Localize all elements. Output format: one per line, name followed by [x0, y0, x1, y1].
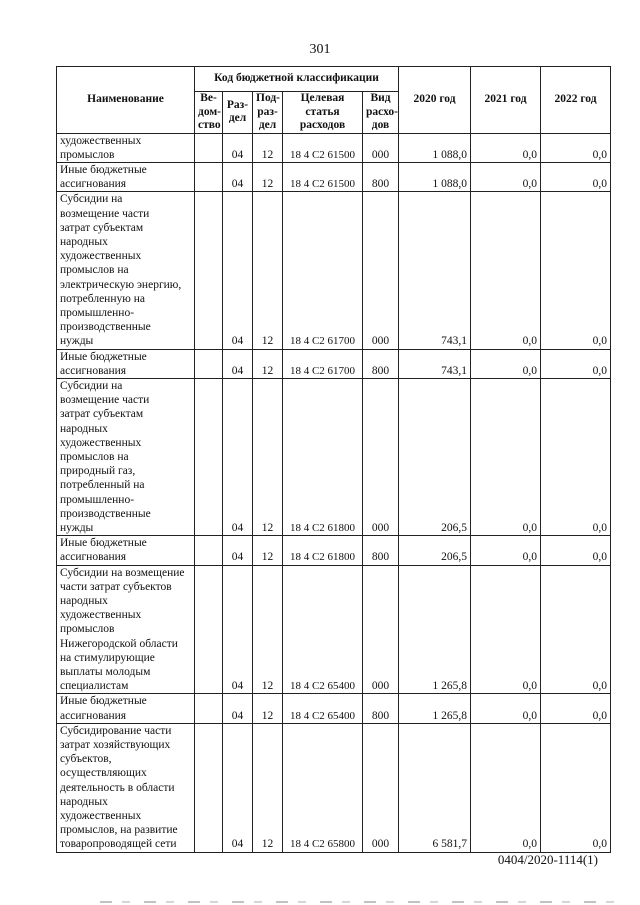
cell-celevaya: 18 4 С2 61700 [283, 192, 363, 349]
cell-y2021: 0,0 [471, 133, 541, 162]
cell-razdel: 04 [223, 133, 253, 162]
budget-table [56, 66, 611, 853]
cell-vedomstvo [195, 694, 223, 723]
cell-y2021: 0,0 [471, 349, 541, 378]
page-number: 301 [309, 42, 331, 57]
cell-vid: 800 [363, 694, 399, 723]
scan-artifact [100, 901, 620, 903]
cell-podrazdel: 12 [253, 349, 283, 378]
table-body [57, 133, 611, 852]
cell-celevaya: 18 4 С2 61800 [283, 536, 363, 565]
cell-podrazdel: 12 [253, 133, 283, 162]
cell-y2020: 206,5 [399, 378, 471, 535]
cell-y2021: 0,0 [471, 378, 541, 535]
cell-y2022: 0,0 [541, 133, 611, 162]
table-row [57, 133, 611, 162]
table-row [57, 694, 611, 723]
header-podrazdel: Под- раз- дел [253, 92, 283, 134]
cell-y2020: 206,5 [399, 536, 471, 565]
cell-razdel: 04 [223, 378, 253, 535]
cell-name: Субсидии на возмещение части затрат субъектам народных художественных промыслов на электрическую энергию, потребленную на промышленно- производственные нужды [57, 192, 195, 349]
cell-name: Иные бюджетные ассигнования [57, 162, 195, 191]
cell-y2020: 1 265,8 [399, 694, 471, 723]
table-row [57, 378, 611, 535]
cell-celevaya: 18 4 С2 61700 [283, 349, 363, 378]
cell-name: Иные бюджетные ассигнования [57, 349, 195, 378]
cell-name: Иные бюджетные ассигнования [57, 694, 195, 723]
cell-y2022: 0,0 [541, 349, 611, 378]
cell-vedomstvo [195, 723, 223, 852]
cell-y2020: 743,1 [399, 349, 471, 378]
cell-y2021: 0,0 [471, 723, 541, 852]
header-vedomstvo: Ве- дом- ство [195, 92, 223, 134]
cell-y2022: 0,0 [541, 378, 611, 535]
cell-vid: 000 [363, 192, 399, 349]
cell-y2021: 0,0 [471, 162, 541, 191]
cell-podrazdel: 12 [253, 694, 283, 723]
header-vid: Вид расхо- дов [363, 92, 399, 134]
cell-y2021: 0,0 [471, 694, 541, 723]
cell-vedomstvo [195, 536, 223, 565]
cell-y2022: 0,0 [541, 565, 611, 694]
cell-celevaya: 18 4 С2 65800 [283, 723, 363, 852]
cell-y2020: 6 581,7 [399, 723, 471, 852]
cell-podrazdel: 12 [253, 536, 283, 565]
cell-vid: 000 [363, 133, 399, 162]
cell-vedomstvo [195, 192, 223, 349]
header-2021: 2021 год [471, 67, 541, 134]
cell-celevaya: 18 4 С2 65400 [283, 565, 363, 694]
header-2020: 2020 год [399, 67, 471, 134]
cell-y2022: 0,0 [541, 694, 611, 723]
cell-y2022: 0,0 [541, 162, 611, 191]
cell-y2021: 0,0 [471, 536, 541, 565]
cell-name: Субсидирование части затрат хозяйствующих субъектов, осуществляющих деятельность в области народных художественных промыслов, на развитие товаропроводящей сети [57, 723, 195, 852]
table-row [57, 565, 611, 694]
cell-vid: 000 [363, 565, 399, 694]
cell-vedomstvo [195, 378, 223, 535]
cell-razdel: 04 [223, 723, 253, 852]
cell-name: Субсидии на возмещение части затрат субъектов народных художественных промыслов Нижегородской области на стимулирующие выплаты молодым специалистам [57, 565, 195, 694]
cell-razdel: 04 [223, 536, 253, 565]
cell-vedomstvo [195, 565, 223, 694]
cell-razdel: 04 [223, 565, 253, 694]
table-row [57, 723, 611, 852]
header-kbk-group: Код бюджетной классификации [195, 67, 399, 92]
cell-celevaya: 18 4 С2 61500 [283, 162, 363, 191]
cell-y2020: 1 088,0 [399, 162, 471, 191]
cell-podrazdel: 12 [253, 723, 283, 852]
cell-podrazdel: 12 [253, 192, 283, 349]
cell-y2021: 0,0 [471, 192, 541, 349]
cell-celevaya: 18 4 С2 61800 [283, 378, 363, 535]
cell-razdel: 04 [223, 694, 253, 723]
cell-razdel: 04 [223, 192, 253, 349]
table-row [57, 162, 611, 191]
cell-vid: 800 [363, 349, 399, 378]
cell-vid: 000 [363, 378, 399, 535]
cell-y2022: 0,0 [541, 192, 611, 349]
header-celevaya: Целевая статья расходов [283, 92, 363, 134]
header-2022: 2022 год [541, 67, 611, 134]
table-row [57, 536, 611, 565]
cell-name: Субсидии на возмещение части затрат субъектам народных художественных промыслов на природный газ, потребленный на промышленно- производственные нужды [57, 378, 195, 535]
cell-y2020: 743,1 [399, 192, 471, 349]
cell-y2020: 1 088,0 [399, 133, 471, 162]
header-razdel: Раз- дел [223, 92, 253, 134]
cell-razdel: 04 [223, 162, 253, 191]
cell-y2021: 0,0 [471, 565, 541, 694]
cell-podrazdel: 12 [253, 565, 283, 694]
cell-vid: 800 [363, 162, 399, 191]
cell-celevaya: 18 4 С2 61500 [283, 133, 363, 162]
cell-vedomstvo [195, 162, 223, 191]
cell-vedomstvo [195, 133, 223, 162]
cell-razdel: 04 [223, 349, 253, 378]
cell-name: Иные бюджетные ассигнования [57, 536, 195, 565]
cell-y2022: 0,0 [541, 536, 611, 565]
table-row [57, 192, 611, 349]
cell-y2020: 1 265,8 [399, 565, 471, 694]
cell-name: художественных промыслов [57, 133, 195, 162]
cell-vid: 800 [363, 536, 399, 565]
cell-podrazdel: 12 [253, 162, 283, 191]
table-row [57, 349, 611, 378]
cell-y2022: 0,0 [541, 723, 611, 852]
cell-celevaya: 18 4 С2 65400 [283, 694, 363, 723]
header-name: Наименование [57, 67, 195, 134]
cell-vid: 000 [363, 723, 399, 852]
cell-vedomstvo [195, 349, 223, 378]
document-code: 0404/2020-1114(1) [497, 852, 598, 867]
cell-podrazdel: 12 [253, 378, 283, 535]
